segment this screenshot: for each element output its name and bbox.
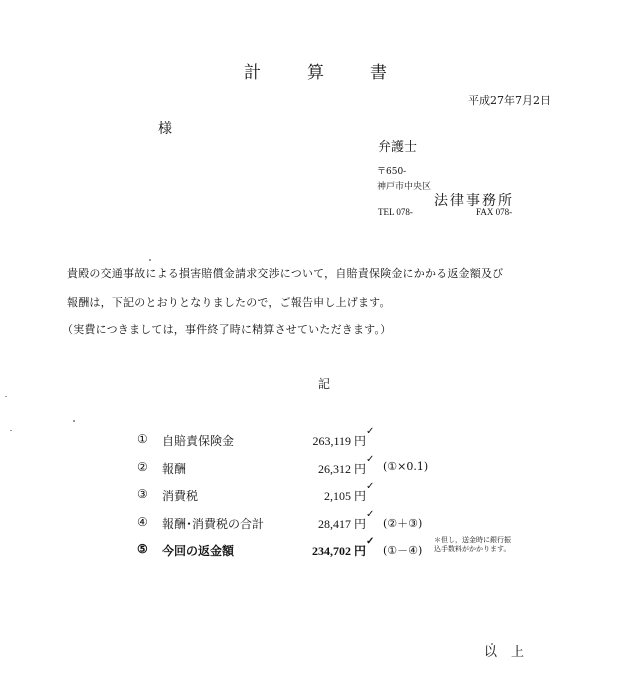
item-label: 今回の返金額 — [162, 544, 235, 558]
item-formula: (①－④) — [383, 544, 423, 557]
title-char-2: 算 — [307, 63, 326, 83]
document-date: 平成27年7月2日 — [468, 94, 551, 107]
item-label: 自賠責保険金 — [162, 434, 235, 448]
scan-speck — [73, 420, 75, 422]
body-line-1: 貴殿の交通事故による損害賠償金請求交渉について，自賠責保険金にかかる返金額及び — [67, 267, 504, 280]
item-formula: (②＋③) — [383, 517, 423, 530]
note-line-2: 込手数料がかかります。 — [434, 545, 511, 553]
item-number: ② — [137, 460, 148, 474]
item-number: ① — [137, 432, 148, 446]
item-number: ④ — [137, 515, 148, 529]
item-formula: (①×0.1) — [383, 460, 429, 473]
item-number: ③ — [137, 487, 148, 501]
note-line-1: ＊但し，送金時に銀行振 — [434, 536, 511, 544]
item-amount: 234,702 円 — [311, 544, 366, 558]
item-row-3 — [0, 481, 633, 507]
title-char-3: 書 — [370, 63, 389, 83]
sender-tel: TEL 078- — [378, 207, 413, 217]
item-label: 消費税 — [162, 489, 199, 503]
item-row-2 — [0, 454, 633, 480]
item-row-1 — [0, 426, 633, 452]
check-mark-icon: ✓ — [366, 481, 375, 492]
sender-firm: 法律事務所 — [434, 193, 514, 209]
scan-speck — [5, 396, 7, 397]
closing-mark: 以上 — [484, 645, 539, 660]
item-row-4 — [0, 509, 633, 535]
sender-address: 神戸市中央区 — [377, 182, 432, 192]
bank-fee-note — [434, 536, 511, 554]
item-label: 報酬･消費税の合計 — [162, 517, 265, 531]
item-amount: 26,312 円 — [317, 462, 366, 476]
item-row-5 — [0, 536, 633, 562]
item-number: ⑤ — [137, 542, 148, 556]
recipient-suffix: 様 — [158, 121, 172, 137]
item-amount: 28,417 円 — [317, 517, 366, 531]
sender-fax: FAX 078- — [476, 207, 513, 217]
item-amount: 2,105 円 — [323, 489, 366, 503]
check-mark-icon: ✓ — [366, 509, 375, 520]
check-mark-icon: ✓ — [366, 426, 375, 437]
check-mark-icon: ✓ — [366, 454, 375, 465]
scan-speck — [491, 643, 493, 645]
document-title — [0, 58, 633, 83]
title-char-1: 計 — [244, 63, 263, 83]
ki-heading: 記 — [318, 377, 331, 391]
check-mark-icon: ✓ — [366, 536, 375, 547]
body-line-3: （実費につきましては，事件終了時に精算させていただきます。） — [62, 323, 392, 336]
item-label: 報酬 — [162, 462, 187, 476]
body-line-2: 報酬は，下記のとおりとなりましたので，ご報告申し上げます。 — [67, 296, 391, 309]
scan-speck — [10, 430, 12, 431]
item-amount: 263,119 円 — [312, 434, 366, 448]
sender-postal: 〒650- — [377, 167, 407, 177]
scan-speck — [149, 259, 151, 261]
sender-role: 弁護士 — [378, 140, 418, 155]
